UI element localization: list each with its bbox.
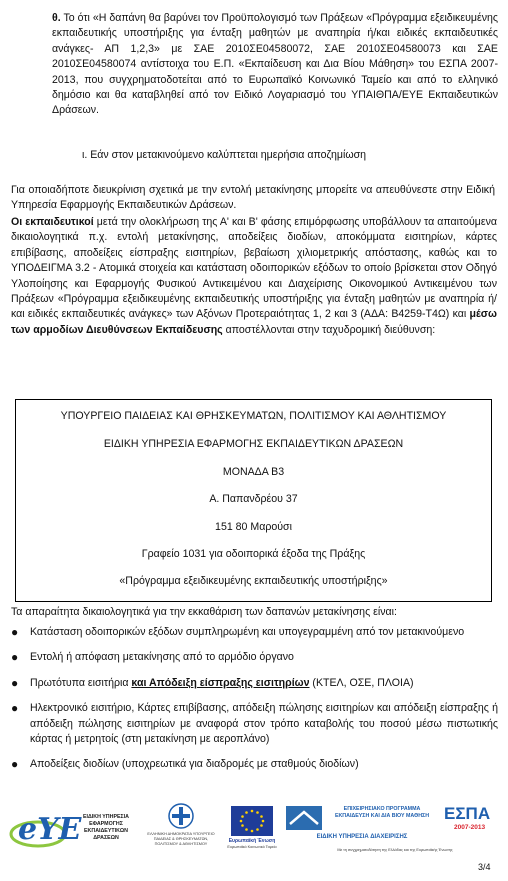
item-iota: ι. Εάν στον μετακινούμενο καλύπτεται ημερήσια αποζημίωση [82,149,367,161]
address-line-service: ΕΙΔΙΚΗ ΥΠΗΡΕΣΙΑ ΕΦΑΡΜΟΓΗΣ ΕΚΠΑΙΔΕΥΤΙΚΩΝ ΔΡΑΣΕΩΝ [103,438,404,450]
list-item: ● Πρωτότυπα εισιτήρια και Απόδειξη είσπραξης εισιτηρίων (ΚΤΕΛ, ΟΣΕ, ΠΛΟΙΑ) [11,675,414,690]
teachers-text-1: μετά την ολοκλήρωση της Α' και Β' φάσης επιμόρφωσης υποβάλλουν τα απαιτούμενα δικαιολογητικά π.χ. εντολή μετακίνησης, αποδείξεις διοδίων, αποκόμματα εισιτηρίων, κάρτες επιβίβασης, αποδείξεις είσπραξης εισιτηρίων, βεβαίωση χιλιομετρικής απόστασης, καθώς και το ΥΠΟΔΕΙΓΜΑ 3.2 - Ατομικά στοιχεία και κατάσταση οδοιπορικών εξόδων το οποίο βρίσκεται στον Οδηγό Υλοποίησης και Εφαρμογής Φυσικού Αντικειμένου και Διαχείρισης Οικονομικού Αντικειμένου των Πράξεων «Πρόγραμμα εξειδικευμένης εκπαιδευτικής υποστήριξης για ένταξη μαθητών με αναπηρία ή/και ειδικές εκπαιδευτικές ανάγκες» των Αξόνων Προτεραιότητας 1, 2 και 3 (ΑΔΑ: Β4259-Τ4Ω) και [11,216,497,321]
op-logo [284,804,504,858]
postal-address-box [15,399,492,602]
item-theta-marker: θ. [52,12,61,24]
teachers-bold-lead: Οι εκπαιδευτικοί [11,216,94,228]
address-line-programme: «Πρόγραμμα εξειδικευμένης εκπαιδευτικής υποστήριξης» [119,575,388,587]
eu-flag-icon [231,806,273,836]
ministry-logo [142,802,220,858]
espa-mark: ΕΣΠΑ [444,804,491,823]
op-title: ΕΠΙΧΕΙΡΗΣΙΑΚΟ ΠΡΟΓΡΑΜΜΑ ΕΚΠΑΙΔΕΥΣΗ ΚΑΙ ΔΙΑ ΒΙΟΥ ΜΑΘΗΣΗ [334,806,430,819]
documents-intro: Τα απαραίτητα δικαιολογητικά για την εκκαθάριση των δαπανών μετακίνησης είναι: [11,606,397,618]
address-line-ministry: ΥΠΟΥΡΓΕΙΟ ΠΑΙΔΕΙΑΣ ΚΑΙ ΘΡΗΣΚΕΥΜΑΤΩΝ, ΠΟΛΙΤΙΣΜΟΥ ΚΑΙ ΑΘΛΗΤΙΣΜΟΥ [60,410,447,422]
bullet-icon: ● [11,757,19,772]
teachers-bold-tail: μέσω των αρμοδίων Διευθύνσεων Εκπαίδευσης [11,308,497,336]
bullet-icon: ● [11,625,19,639]
address-line-unit: ΜΟΝΑΔΑ Β3 [222,466,285,478]
bullet-icon: ● [11,701,19,716]
item-theta [52,11,498,119]
ministry-caption: ΕΛΛΗΝΙΚΗ ΔΗΜΟΚΡΑΤΙΑ ΥΠΟΥΡΓΕΙΟ ΠΑΙΔΕΙΑΣ & ΘΡΗΣΚΕΥΜΑΤΩΝ, ΠΟΛΙΤΙΣΜΟΥ & ΑΘΛΗΤΙΣΜΟΥ [147,832,215,846]
eu-title: Ευρωπαϊκή Ένωση [228,838,276,844]
footer-logos [0,800,508,860]
list-item: ● Ηλεκτρονικό εισιτήριο, Κάρτες επιβίβασης, απόδειξη πώλησης εισιτηρίων και απόδειξη είσπραξης ή απόδειξη πώλησης εισιτηρίων με αναφορά στον τρόπο καταβολής του ποσού μέσω πιστωτικής κάρτας ή μετρητοίς (στη μετακίνηση με αεροπλάνο) [11,701,498,746]
eye-caption: ΕΙΔΙΚΗ ΥΠΗΡΕΣΙΑ ΕΦΑΡΜΟΓΗΣ ΕΚΠΑΙΔΕΥΤΙΚΩΝ ΔΡΑΣΕΩΝ [82,814,130,841]
address-line-street: Α. Παπανδρέου 37 [209,493,298,505]
eye-mark: eYE [18,812,82,847]
contact-paragraph: Για οποιαδήποτε διευκρίνιση σχετικά με την εντολή μετακίνησης μπορείτε να απευθύνεστε στην Ειδική Υπηρεσία Εφαρμογής Εκπαιδευτικών Δράσεων. [11,184,495,212]
documents-list [0,625,508,773]
bullet-icon: ● [11,650,19,665]
list-item: ● Εντολή ή απόφαση μετακίνησης από το αρμόδιο όργανο [11,650,294,665]
address-line-postcode: 151 80 Μαρούσι [215,521,292,533]
eye-logo [8,806,134,856]
list-item: ● Κατάσταση οδοιπορικών εξόδων συμπληρωμένη και υπογεγραμμένη από τον μετακινούμενο [11,625,465,639]
address-line-office: Γραφείο 1031 για οδοιπορικά έξοδα της Πράξης [141,548,366,560]
greek-emblem-icon [167,802,195,830]
page-number: 3/4 [478,862,491,872]
teachers-text-2: αποστέλλονται στην ταχυδρομική διεύθυνση: [222,323,436,336]
espa-years: 2007-2013 [454,824,486,831]
op-subtitle: ΕΙΔΙΚΗ ΥΠΗΡΕΣΙΑ ΔΙΑΧΕΙΡΙΣΗΣ [316,834,408,840]
eu-subtitle: Ευρωπαϊκό Κοινωνικό Ταμείο [227,845,277,849]
op-book-icon [286,806,322,830]
teachers-paragraph [11,215,497,338]
list-item: ● Αποδείξεις διοδίων (υποχρεωτικά για διαδρομές με σταθμούς διοδίων) [11,757,359,772]
bullet-icon: ● [11,675,19,690]
item-theta-text: Το ότι «Η δαπάνη θα βαρύνει τον Προϋπολογισμό των Πράξεων «Πρόγραμμα εξειδικευμένης εκπαιδευτικής υποστήριξης για ένταξη μαθητών με αναπηρία ή/και ειδικές εκπαιδευτικές ανάγκες- ΑΠ 1,2,3» με ΣΑΕ 2010ΣΕ04580072, ΣΑΕ 2010ΣΕ04580073 και ΣΑΕ 2010ΣΕ04580074 αντίστοιχα του Ε.Π. «Εκπαίδευση και Δια Βίου Μάθηση» του ΕΣΠΑ 2007-2013, που συγχρηματοδοτείται από το Ευρωπαϊκό Κοινωνικό Ταμείο και από το ελληνικό δημόσιο και θα καταβληθεί από τον Ειδικό Λογαριασμό του ΥΠΑΙΘΠΑ/ΕΥΕ Εκπαιδευτικών Δράσεων. [52,12,498,117]
cofund-caption: Με τη συγχρηματοδότηση της Ελλάδας και της Ευρωπαϊκής Ένωσης [337,848,453,852]
eu-logo [224,806,280,858]
